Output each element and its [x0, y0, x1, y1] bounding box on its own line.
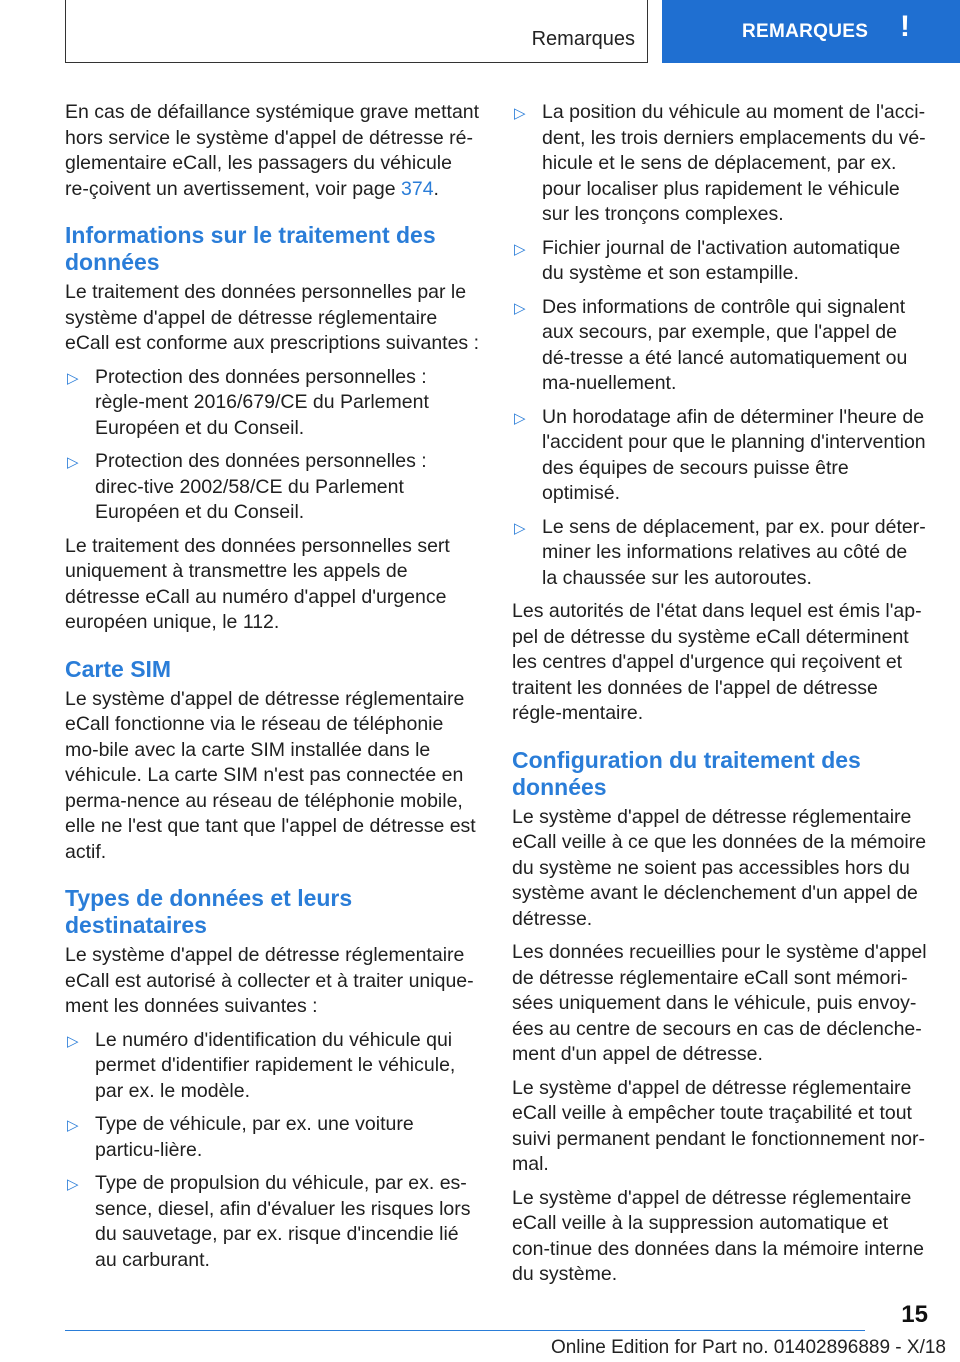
- list-item-text: Le numéro d'identification du véhicule qui permet d'identifier rapidement le véhicule, par ex. le modèle.: [95, 1028, 456, 1102]
- triangle-bullet-icon: ▷: [67, 454, 79, 471]
- section-heading-sim-card: Carte SIM: [65, 655, 172, 682]
- intro-paragraph: [65, 100, 480, 202]
- triangle-bullet-icon: ▷: [67, 1032, 79, 1050]
- list-item-text: Type de véhicule, par ex. une voiture particu-lière.: [95, 1113, 414, 1161]
- list-item: [65, 365, 480, 442]
- list-item: [512, 405, 927, 507]
- bullet-list: [512, 100, 927, 591]
- section-heading-data-types: Types de données et leurs destinataires: [65, 885, 353, 938]
- bullet-list: [65, 1028, 480, 1274]
- paragraph: Le système d'appel de détresse réglementaire eCall veille à la suppression automatique et con-tinue des données dans la mémoire interne du système.: [512, 1186, 924, 1285]
- section-heading-data-processing: Informations sur le traitement des données: [65, 222, 436, 275]
- paragraph: Le système d'appel de détresse réglementaire eCall fonctionne via le réseau de téléphonie mo-bile avec la carte SIM installée dans le véhicule. La carte SIM n'est pas connectée en perma-nence au réseau de téléphonie mobile, elle ne l'est que tant que l'appel de détresse est actif.: [65, 687, 476, 863]
- list-item-text: Un horodatage afin de déterminer l'heure de l'accident pour que le planning d'intervention des équipes de secours puisse être optimisé.: [542, 405, 926, 504]
- list-item: [512, 295, 927, 397]
- paragraph: Le traitement des données personnelles sert uniquement à transmettre les appels de détresse eCall au numéro d'appel d'urgence européen unique, le 112.: [65, 534, 450, 633]
- paragraph: Les autorités de l'état dans lequel est émis l'ap-pel de détresse du système eCall déterminent les centres d'appel d'urgence qui reçoivent et traitent les données de l'appel de détresse régle-mentaire.: [512, 600, 922, 724]
- list-item-text: Protection des données personnelles : direc-tive 2002/58/CE du Parlement Européen et du Conseil.: [95, 450, 427, 523]
- section-heading-configuration: Configuration du traitement des données: [512, 746, 861, 800]
- exclamation-icon: !: [900, 10, 910, 43]
- page-link[interactable]: 374: [401, 177, 434, 200]
- bullet-list: [65, 365, 480, 526]
- list-item-text: Des informations de contrôle qui signalent aux secours, par exemple, que l'appel de dé-tresse a été lancé automatiquement ou ma-nuellement.: [542, 295, 908, 394]
- triangle-bullet-icon: ▷: [514, 240, 526, 258]
- list-item: [512, 100, 927, 228]
- list-item: [65, 1171, 480, 1273]
- intro-text: En cas de défaillance systémique grave mettant hors service le système d'appel de détresse ré-glementaire eCall, les passagers du véhicule re-çoivent un avertissement, voir page: [65, 101, 480, 200]
- footer-edition-text: Online Edition for Part no. 01402896889 - X/18: [550, 1337, 946, 1358]
- triangle-bullet-icon: ▷: [514, 519, 526, 537]
- list-item: [65, 1112, 480, 1163]
- paragraph: Le système d'appel de détresse réglementaire eCall veille à ce que les données de la mémoire du système ne soient pas accessibles hors du système avant le déclenchement d'un appel de détresse.: [512, 805, 927, 930]
- paragraph: Le système d'appel de détresse réglementaire eCall veille à empêcher toute traçabilité et tout suivi permanent pendant le fonctionnement nor-mal.: [512, 1076, 926, 1175]
- paragraph: Les données recueillies pour le système d'appel de détresse réglementaire eCall sont mémori-sées uniquement dans le véhicule, puis envoy-ées au centre de secours en cas de déclenche-ment d'un appel de détresse.: [512, 941, 927, 1065]
- list-item-text: Type de propulsion du véhicule, par ex. es-sence, diesel, afin d'évaluer les risques lors du sauvetage, par ex. risque d'incendie lié au carburant.: [95, 1172, 471, 1271]
- list-item: [65, 449, 480, 526]
- footer-divider: [65, 1330, 865, 1331]
- list-item-text: Le sens de déplacement, par ex. pour déter-miner les informations relatives au côté de la chaussée sur les autoroutes.: [542, 515, 926, 589]
- triangle-bullet-icon: ▷: [67, 1117, 79, 1134]
- paragraph: Le système d'appel de détresse réglementaire eCall est autorisé à collecter et à traiter unique-ment les données suivantes :: [65, 944, 474, 1017]
- list-item: [65, 1028, 480, 1105]
- list-item-text: La position du véhicule au moment de l'acci-dent, les trois derniers emplacements du vé-hicule et le sens de déplacement, par ex. pour localiser plus rapidement le véhicule sur les tronçons complexes.: [542, 101, 926, 225]
- left-column: [65, 100, 480, 1281]
- paragraph: Le traitement des données personnelles par le système d'appel de détresse réglementaire eCall est conforme aux prescriptions suivantes :: [65, 281, 480, 354]
- right-column: [512, 100, 927, 1296]
- triangle-bullet-icon: ▷: [67, 369, 79, 387]
- triangle-bullet-icon: ▷: [514, 299, 526, 317]
- triangle-bullet-icon: ▷: [514, 409, 526, 427]
- page-number: 15: [901, 1301, 928, 1328]
- list-item-text: Fichier journal de l'activation automatique du système et son estampille.: [542, 236, 901, 284]
- triangle-bullet-icon: ▷: [67, 1176, 79, 1193]
- intro-text-end: .: [433, 177, 439, 200]
- header-section-title: Remarques: [531, 28, 635, 50]
- list-item: [512, 515, 927, 592]
- header-tab: [662, 0, 960, 63]
- header-tab-label: REMARQUES: [742, 20, 869, 42]
- list-item-text: Protection des données personnelles : règle-ment 2016/679/CE du Parlement Européen et du Conseil.: [95, 365, 429, 439]
- list-item: [512, 236, 927, 287]
- triangle-bullet-icon: ▷: [514, 105, 526, 122]
